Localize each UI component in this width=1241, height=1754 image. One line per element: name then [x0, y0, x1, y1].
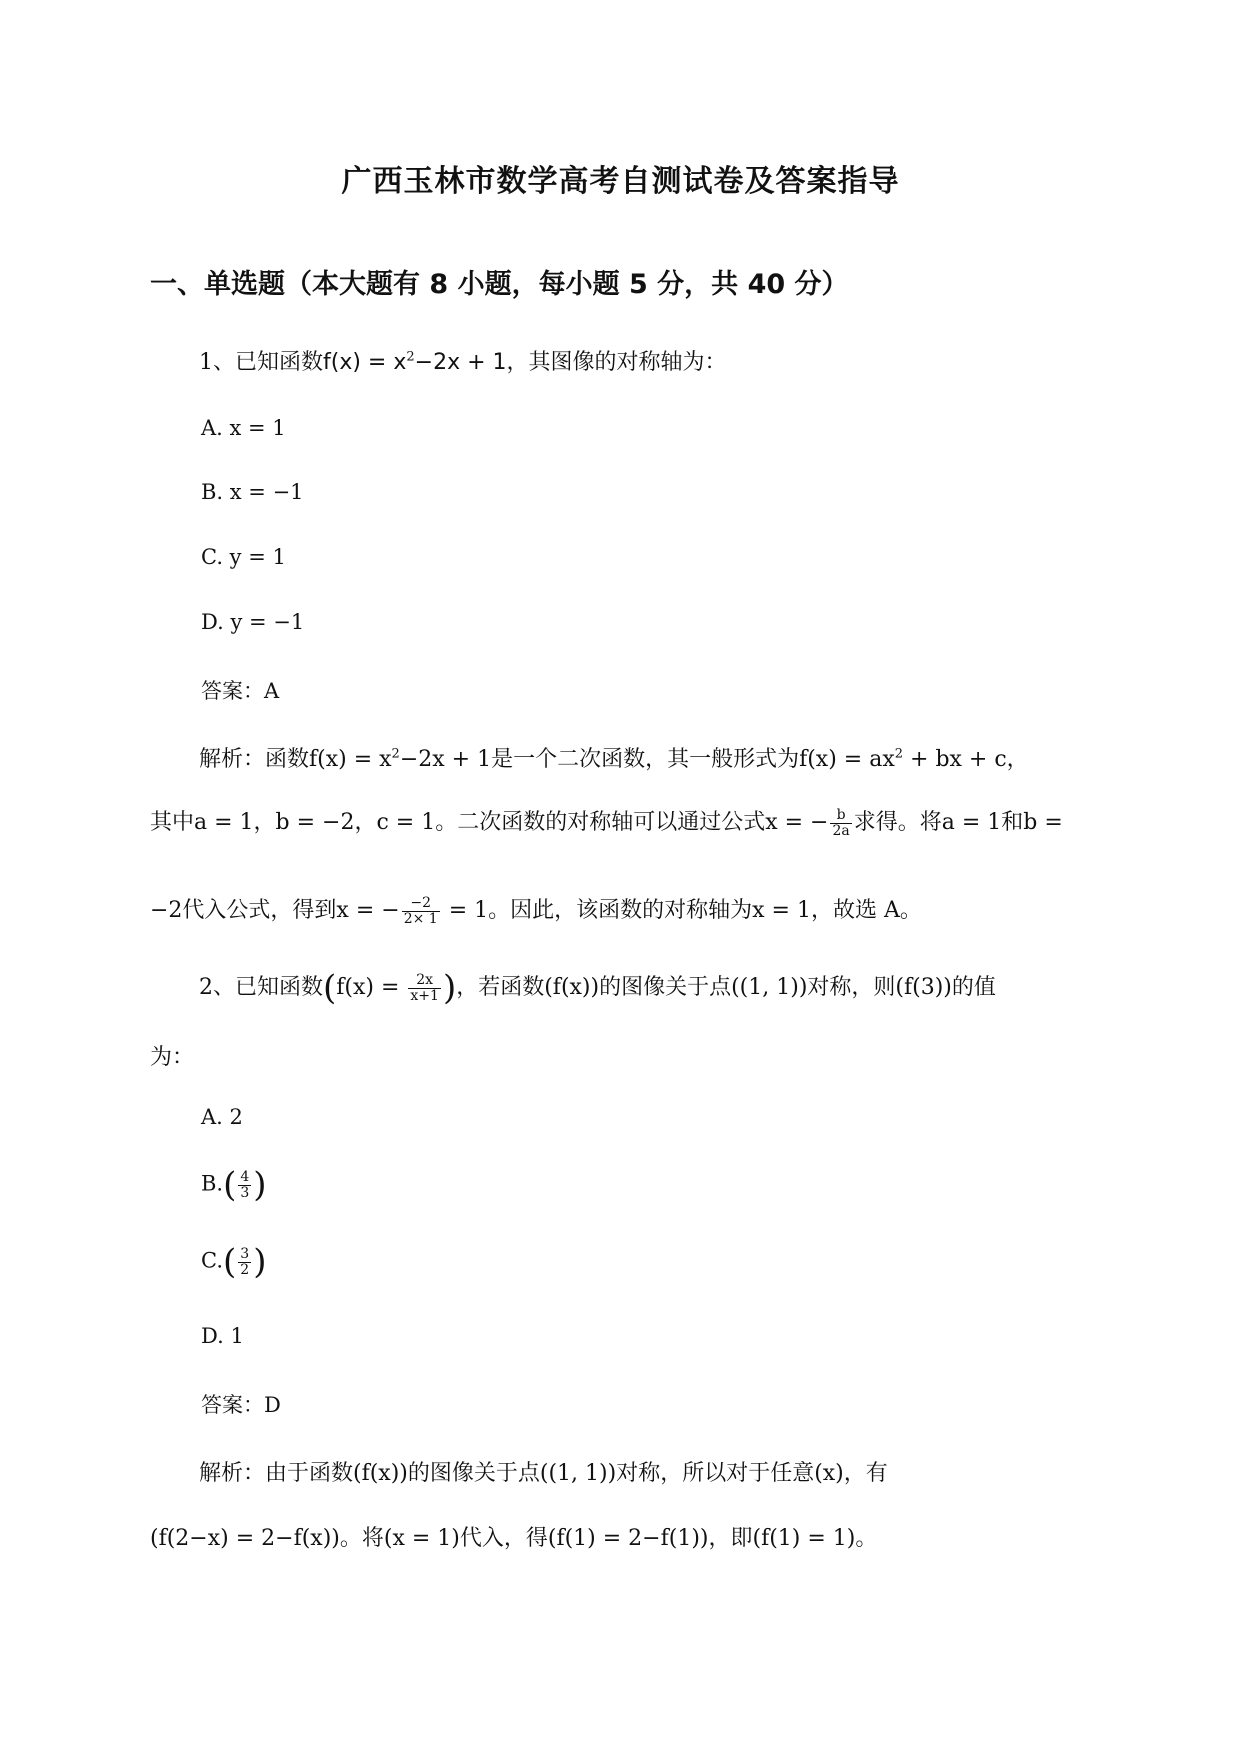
q2-explanation-line1: 解析：由于函数(f(x))的图像关于点((1, 1))对称，所以对于任意(x)，有 [199, 1461, 888, 1486]
q1-stem-func-b: −2x + 1 [414, 350, 507, 375]
q1-explanation-line3 [150, 893, 922, 927]
q1-answer: 答案：A [201, 679, 280, 703]
q1-exp3-text-b: = 1。因此，该函数的对称轴为x = 1，故选 A。 [441, 898, 922, 923]
q2-option-b [201, 1165, 267, 1205]
q1-option-d: D. y = −1 [201, 610, 305, 634]
section-heading: 一、单选题（本大题有 8 小题，每小题 5 分，共 40 分） [150, 269, 849, 300]
q1-stem-func-a: f(x) = x [323, 350, 407, 375]
fraction-denominator: 2a [832, 822, 850, 839]
q2-stem-line2: 为： [150, 1045, 195, 1070]
q2-stem-prefix: 2、已知函数 [199, 975, 323, 1000]
fraction-denominator: x+1 [410, 987, 439, 1004]
q1-explanation-line1 [199, 742, 1029, 773]
q2-explanation-line2: (f(2−x) = 2−f(x))。将(x = 1)代入，得(f(1) = 2−f(1))，即(f(1) = 1)。 [150, 1526, 878, 1551]
left-paren-glyph: ( [323, 968, 337, 1008]
q1-stem [199, 345, 727, 376]
q1-exp-text-c: + bx + c， [903, 747, 1029, 772]
fraction-numerator: −2 [410, 894, 432, 911]
q2-stem-suffix: ，若函数(f(x))的图像关于点((1, 1))对称，则(f(3))的值 [456, 975, 996, 1000]
q1-option-a: A. x = 1 [201, 416, 286, 440]
right-paren-glyph: ) [253, 1242, 267, 1282]
fraction-numerator: 4 [240, 1168, 250, 1185]
fraction-denominator: 2× 1 [403, 910, 438, 927]
q2-answer: 答案：D [201, 1393, 281, 1417]
fraction-numerator: b [836, 806, 846, 823]
left-paren-glyph: ( [223, 1165, 237, 1205]
q1-exp-exp1: 2 [391, 746, 400, 762]
q1-stem-prefix: 1、已知函数 [199, 350, 323, 375]
q1-option-c: C. y = 1 [201, 545, 286, 569]
q1-stem-suffix: ，其图像的对称轴为： [506, 350, 727, 375]
page-title: 广西玉林市数学高考自测试卷及答案指导 [341, 164, 900, 199]
q2-option-c [201, 1242, 266, 1282]
fraction-denominator: 3 [240, 1184, 250, 1201]
fraction-denominator: 2 [240, 1261, 250, 1278]
q2-stem-fraction [408, 973, 441, 1004]
q1-option-b: B. x = −1 [201, 480, 304, 504]
q2-option-b-fraction [238, 1170, 251, 1201]
q2-stem-func: f(x) = [336, 975, 407, 1000]
q2-option-c-fraction [238, 1247, 251, 1278]
right-paren-glyph: ) [442, 968, 457, 1008]
q1-exp2-text-a: 其中a = 1，b = −2，c = 1。二次函数的对称轴可以通过公式x = − [150, 810, 829, 835]
fraction-numerator: 2x [416, 971, 434, 988]
q1-exp-text-a: 解析：函数f(x) = x [199, 747, 392, 772]
left-paren-glyph: ( [223, 1242, 237, 1282]
right-paren-glyph: ) [253, 1165, 267, 1205]
q1-exp-exp2: 2 [894, 746, 904, 762]
q1-stem-exp: 2 [406, 349, 415, 365]
q1-exp3-fraction [402, 896, 440, 927]
q1-exp-text-b: −2x + 1是一个二次函数，其一般形式为f(x) = ax [399, 747, 895, 772]
q1-explanation-line2 [150, 805, 1063, 839]
q1-exp3-text-a: −2代入公式，得到x = − [150, 898, 400, 923]
q2-option-d: D. 1 [201, 1324, 244, 1348]
q2-option-b-label: B. [201, 1171, 224, 1196]
q1-exp2-fraction [830, 808, 851, 839]
q2-option-c-label: C. [201, 1248, 223, 1273]
q2-stem [199, 968, 996, 1008]
fraction-numerator: 3 [240, 1245, 250, 1262]
q2-option-a: A. 2 [201, 1105, 243, 1129]
q1-exp2-text-b: 求得。将a = 1和b = [853, 810, 1063, 835]
